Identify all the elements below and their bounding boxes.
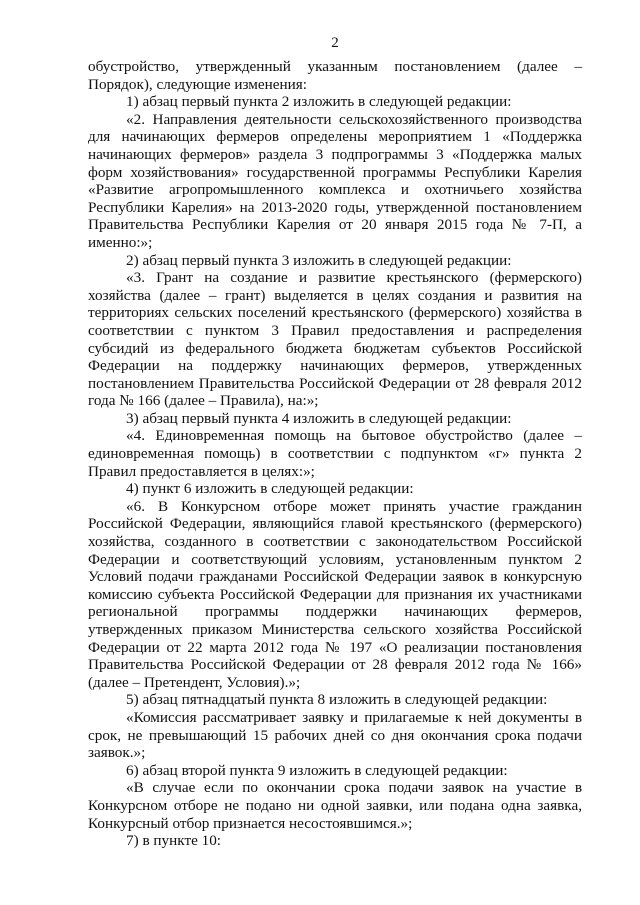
document-body <box>88 58 582 850</box>
paragraph-quote-commission: «Комиссия рассматривает заявку и прилагаемые к ней документы в срок, не превышающий 15 рабочих дней со дня окончания срока подачи заявок.»; <box>88 708 582 762</box>
paragraph-item-7: 7) в пункте 10: <box>126 832 222 850</box>
page-number: 2 <box>331 35 339 51</box>
paragraph-quote-4: «4. Единовременная помощь на бытовое обустройство (далее – единовременная помощь) в соответствии с подпунктом «г» пункта 2 Правил предоставляется в целях:»; <box>88 427 582 480</box>
paragraph-item-6: 6) абзац второй пункта 9 изложить в следующей редакции: <box>126 761 508 779</box>
paragraph-quote-6: «6. В Конкурсном отборе может принять участие гражданин Российской Федерации, являющийся главой крестьянского (фермерского) хозяйства, созданного в соответствии с законодательством Российской Федерации и соответствующий условиям, установленным пунктом 2 Условий подачи гражданами Российской Федерации заявок в конкурсную комиссию субъекта Российской Федерации для признания их участниками региональной программы поддержки начинающих фермеров, утвержденных приказом Министерства сельского хозяйства Российской Федерации от 22 марта 2012 года № 197 «О реализации постановления Правительства Российской Федерации от 28 февраля 2012 года № 166» (далее – Претендент, Условия).»; <box>88 497 582 691</box>
paragraph-item-1: 1) абзац первый пункта 2 изложить в следующей редакции: <box>126 93 512 111</box>
paragraph-quote-2: «2. Направления деятельности сельскохозяйственного производства для начинающих фермеров определены мероприятием 1 «Поддержка начинающих фермеров» раздела 3 подпрограммы 3 «Поддержка малых форм хозяйствования» государственной программы Республики Карелия «Развитие агропромышленного комплекса и охотничьего хозяйства Республики Карелия» на 2013-2020 годы, утвержденной постановлением Правительства Республики Карелия от 20 января 2015 года № 7-П, а именно:»; <box>88 110 582 251</box>
paragraph-quote-3: «3. Грант на создание и развитие крестьянского (фермерского) хозяйства (далее – грант) выделяется в целях создания и развития на территориях сельских поселений крестьянского (фермерского) хозяйства в соответствии с пунктом 3 Правил предоставления и распределения субсидий из федерального бюджета бюджетам субъектов Российской Федерации на поддержку начинающих фермеров, утвержденных постановлением Правительства Российской Федерации от 28 февраля 2012 года № 166 (далее – Правила), на:»; <box>88 269 582 410</box>
paragraph-item-5: 5) абзац пятнадцатый пункта 8 изложить в следующей редакции: <box>126 691 548 709</box>
paragraph-item-3: 3) абзац первый пункта 4 изложить в следующей редакции: <box>126 409 512 427</box>
paragraph-item-2: 2) абзац первый пункта 3 изложить в следующей редакции: <box>126 251 512 269</box>
paragraph-item-4: 4) пункт 6 изложить в следующей редакции: <box>126 480 414 498</box>
paragraph-quote-no-applications: «В случае если по окончании срока подачи заявок на участие в Конкурсном отборе не подано ни одной заявки, или подана одна заявка, Конкурсный отбор признается несостоявшимся.»; <box>88 779 582 832</box>
document-page <box>88 34 582 850</box>
paragraph-intro: обустройство, утвержденный указанным постановлением (далее – Порядок), следующие изменения: <box>88 58 582 93</box>
